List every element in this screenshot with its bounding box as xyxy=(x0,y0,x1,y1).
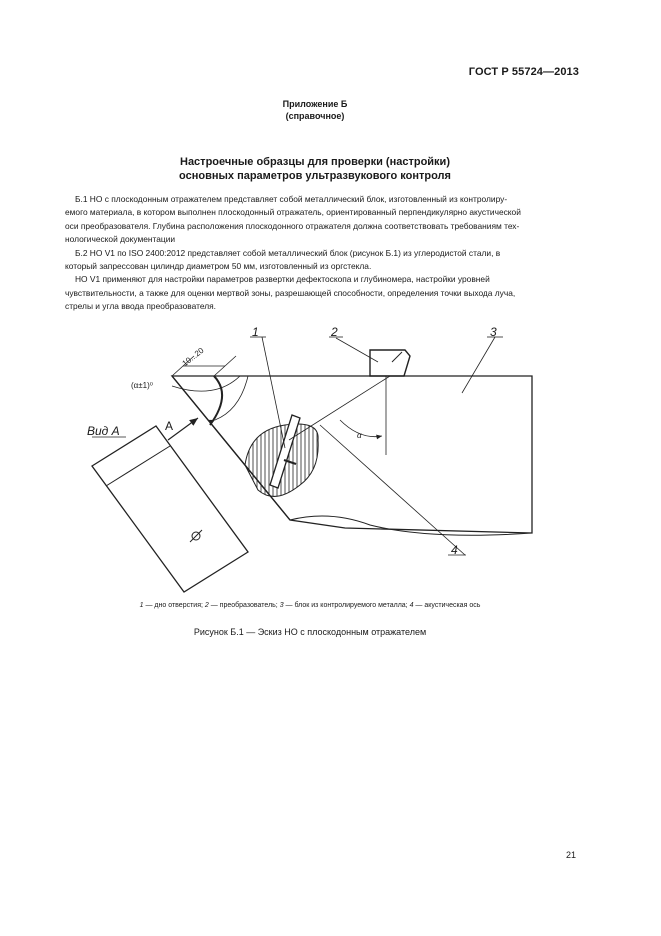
label-2: 2 xyxy=(331,325,338,339)
transducer xyxy=(370,350,410,376)
label-alpha: α xyxy=(357,431,362,440)
label-view-a: Вид А xyxy=(87,424,120,438)
standard-id: ГОСТ Р 55724—2013 xyxy=(468,66,579,78)
label-3: 3 xyxy=(490,325,497,339)
label-arrow-a: A xyxy=(165,419,174,433)
paragraph-b1-line: нологической документации xyxy=(65,234,176,245)
view-a-body xyxy=(92,426,248,592)
legend-text-2: — преобразователь; xyxy=(208,602,280,609)
paragraph-v1-line: чувствительности, а также для оценки мертвой зоны, разрешающей способности, определения точки выхода луча, xyxy=(65,287,516,298)
legend-num-4: 4 xyxy=(409,602,414,609)
appendix-note: (справочное) xyxy=(285,111,345,121)
section-title-line1: Настроечные образцы для проверки (настройки) xyxy=(180,156,450,168)
paragraph-v1-line: НО V1 применяют для настройки параметров развертки дефектоскопа и глубиномера, настройки уровней xyxy=(75,274,490,285)
legend-text-3: — блок из контролируемого металла; xyxy=(283,602,410,609)
label-angle-tol: (α±1)⁰ xyxy=(131,381,153,390)
legend-num-2: 2 xyxy=(204,602,209,609)
label-4: 4 xyxy=(451,543,458,557)
figure-caption: Рисунок Б.1 — Эскиз НО с плоскодонным отражателем xyxy=(193,627,427,637)
body-text xyxy=(65,193,581,314)
paragraph-b1-line: Б.1 НО с плоскодонным отражателем представляет собой металлический блок, изготовленный из контролиру- xyxy=(75,194,508,204)
legend-num-1: 1 xyxy=(139,602,144,609)
paragraph-b2-line: который запрессован цилиндр диаметром 50 мм, изготовленный из оргстекла. xyxy=(65,261,372,272)
paragraph-b1-line: емого материала, в котором выполнен плоскодонный отражатель, ориентированный перпендикулярно акустической xyxy=(65,207,521,218)
section-title xyxy=(0,155,630,183)
figure-b1-sketch xyxy=(0,310,661,600)
figure-legend xyxy=(0,602,620,609)
block-outline xyxy=(172,376,532,533)
legend-text-1: — дно отверстия; xyxy=(143,602,205,609)
appendix-title: Приложение Б xyxy=(282,99,348,109)
section-title-line2: основных параметров ультразвукового контроля xyxy=(179,170,451,182)
label-1: 1 xyxy=(252,325,259,339)
label-dim: 10...20 xyxy=(180,345,206,369)
paragraph-b2-line: Б.2 НО V1 по ISO 2400:2012 представляет собой металлический блок (рисунок Б.1) из углеродистой стали, в xyxy=(75,247,501,258)
paragraph-v1-line: стрелы и угла ввода преобразователя. xyxy=(65,301,217,312)
legend-num-3: 3 xyxy=(279,602,284,609)
legend-text-4: — акустическая ось xyxy=(413,602,481,609)
page-number: 21 xyxy=(565,850,576,860)
paragraph-b1-line: оси преобразователя. Глубина расположения плоскодонного отражателя должна соответствовать требованиям тех- xyxy=(65,220,520,231)
appendix-heading xyxy=(0,98,630,122)
